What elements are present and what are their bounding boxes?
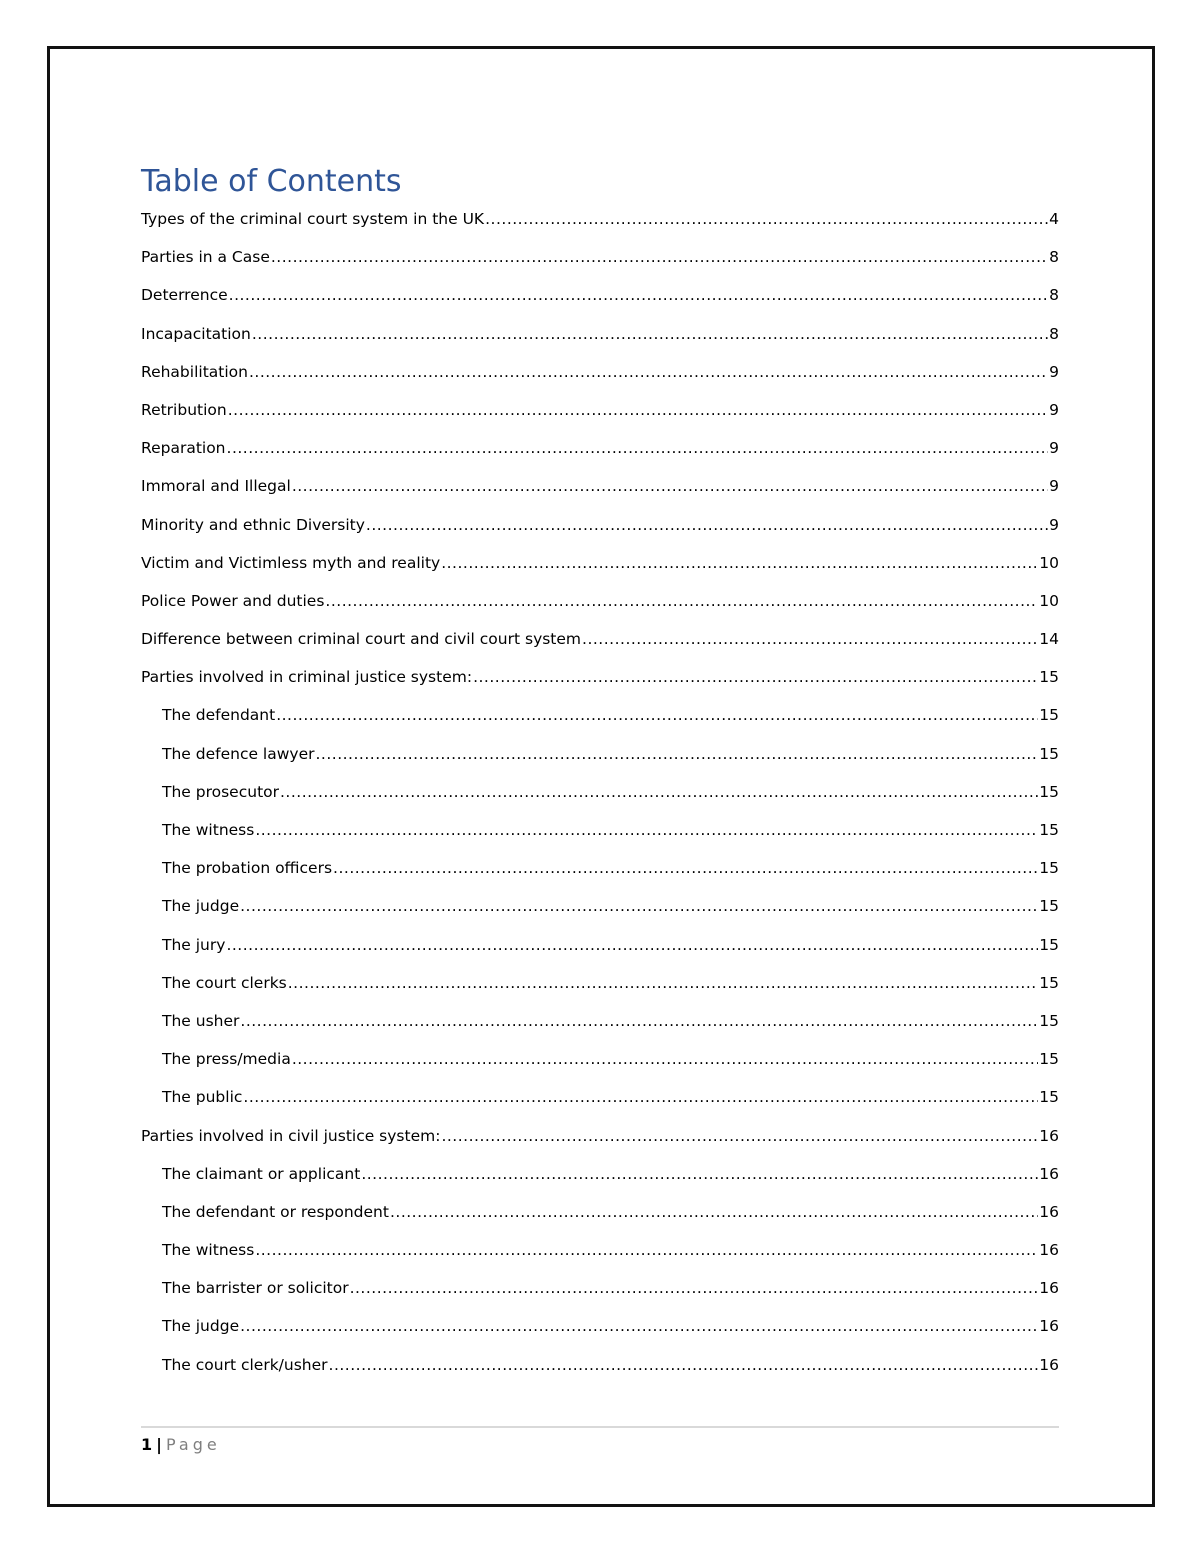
toc-dot-leader — [441, 1117, 1038, 1155]
toc-entry[interactable] — [141, 926, 1059, 964]
toc-dot-leader — [329, 1346, 1039, 1384]
toc-entry[interactable] — [141, 315, 1059, 353]
toc-entry-text: The defendant or respondent — [162, 1202, 389, 1221]
toc-dot-leader — [361, 1155, 1038, 1193]
toc-dot-leader — [441, 544, 1038, 582]
toc-entry-page-number: 15 — [1039, 782, 1059, 801]
toc-dot-leader — [255, 811, 1038, 849]
toc-entry-page-number: 15 — [1039, 897, 1059, 916]
toc-entry[interactable] — [141, 1307, 1059, 1345]
toc-entry-text: Immoral and Illegal — [141, 477, 291, 496]
toc-entry[interactable] — [141, 811, 1059, 849]
toc-entry-page-number: 14 — [1039, 630, 1059, 649]
toc-entry-text: The jury — [162, 935, 226, 954]
toc-dot-leader — [292, 1040, 1038, 1078]
toc-dot-leader — [333, 849, 1038, 887]
toc-entry-text: Police Power and duties — [141, 591, 325, 610]
toc-entry[interactable] — [141, 238, 1059, 276]
toc-entry-page-number: 8 — [1049, 286, 1059, 305]
toc-entry[interactable] — [141, 353, 1059, 391]
toc-entry-text: Parties involved in criminal justice system: — [141, 668, 473, 687]
toc-entry-text: The usher — [162, 1011, 240, 1030]
toc-entry[interactable] — [141, 849, 1059, 887]
toc-entry-page-number: 4 — [1049, 210, 1059, 228]
toc-dot-leader — [228, 391, 1048, 429]
toc-dot-leader — [366, 506, 1048, 544]
toc-entry[interactable] — [141, 964, 1059, 1002]
toc-entry[interactable] — [141, 582, 1059, 620]
toc-entry-text: Parties involved in civil justice system: — [141, 1126, 441, 1145]
toc-entry-text: The probation officers — [162, 859, 333, 878]
toc-entry-page-number: 16 — [1039, 1317, 1059, 1336]
toc-entry-text: The defence lawyer — [162, 744, 315, 763]
footer-separator: | — [156, 1435, 162, 1454]
toc-entry-page-number: 16 — [1039, 1202, 1059, 1221]
toc-entry-page-number: 15 — [1039, 744, 1059, 763]
toc-entry[interactable] — [141, 1117, 1059, 1155]
footer-page-number: 1 — [141, 1435, 153, 1454]
toc-entry-page-number: 15 — [1039, 1088, 1059, 1107]
toc-entry-page-number: 15 — [1039, 859, 1059, 878]
toc-entry-page-number: 16 — [1039, 1355, 1059, 1374]
toc-entry-text: The prosecutor — [162, 782, 279, 801]
toc-entry-page-number: 10 — [1039, 553, 1059, 572]
toc-entry-text: The court clerk/usher — [162, 1355, 328, 1374]
toc-entry[interactable] — [141, 1193, 1059, 1231]
toc-dot-leader — [485, 200, 1048, 238]
toc-dot-leader — [249, 353, 1048, 391]
toc-entry-text: Deterrence — [141, 286, 228, 305]
toc-dot-leader — [240, 1307, 1038, 1345]
toc-entry[interactable] — [141, 773, 1059, 811]
toc-entry-page-number: 15 — [1039, 1011, 1059, 1030]
toc-entry-text: Retribution — [141, 400, 227, 419]
toc-entry-text: The court clerks — [162, 973, 287, 992]
toc-entry-page-number: 9 — [1049, 362, 1059, 381]
toc-entry[interactable] — [141, 1155, 1059, 1193]
toc-entry-page-number: 15 — [1039, 821, 1059, 839]
toc-dot-leader — [350, 1269, 1039, 1307]
toc-entry-text: Reparation — [141, 439, 226, 458]
toc-entry-page-number: 16 — [1039, 1164, 1059, 1183]
toc-entry-text: The witness — [162, 821, 255, 839]
toc-list — [141, 200, 1059, 1384]
toc-entry[interactable] — [141, 429, 1059, 467]
toc-entry[interactable] — [141, 735, 1059, 773]
toc-dot-leader — [316, 735, 1039, 773]
toc-entry[interactable] — [141, 1269, 1059, 1307]
toc-entry[interactable] — [141, 391, 1059, 429]
toc-entry[interactable] — [141, 276, 1059, 314]
toc-entry-text: The press/media — [162, 1050, 291, 1069]
toc-dot-leader — [229, 276, 1048, 314]
toc-dot-leader — [271, 238, 1048, 276]
toc-entry-page-number: 9 — [1049, 515, 1059, 534]
toc-entry-page-number: 10 — [1039, 591, 1059, 610]
toc-entry-text: Parties in a Case — [141, 248, 270, 267]
toc-entry-page-number: 15 — [1039, 935, 1059, 954]
toc-entry-text: The barrister or solicitor — [162, 1279, 349, 1298]
toc-entry[interactable] — [141, 658, 1059, 696]
toc-entry[interactable] — [141, 1040, 1059, 1078]
toc-dot-leader — [243, 1078, 1038, 1116]
toc-entry-page-number: 15 — [1039, 706, 1059, 725]
toc-entry-text: The judge — [162, 897, 240, 916]
toc-dot-leader — [288, 964, 1039, 1002]
toc-dot-leader — [582, 620, 1038, 658]
toc-entry-text: The public — [162, 1088, 243, 1107]
toc-dot-leader — [276, 696, 1038, 734]
toc-entry-page-number: 16 — [1039, 1279, 1059, 1298]
toc-title: Table of Contents — [141, 164, 402, 199]
toc-entry-text: Minority and ethnic Diversity — [141, 515, 365, 534]
toc-dot-leader — [390, 1193, 1038, 1231]
footer-page-label: Page — [165, 1435, 221, 1454]
toc-dot-leader — [473, 658, 1038, 696]
toc-dot-leader — [252, 315, 1048, 353]
toc-entry-page-number: 15 — [1039, 668, 1059, 687]
toc-entry-page-number: 15 — [1039, 973, 1059, 992]
toc-entry-text: Types of the criminal court system in the UK — [141, 210, 485, 228]
toc-dot-leader — [227, 429, 1049, 467]
toc-entry-text: Rehabilitation — [141, 362, 248, 381]
toc-entry[interactable] — [141, 200, 1059, 238]
toc-entry-page-number: 16 — [1039, 1241, 1059, 1260]
toc-dot-leader — [240, 887, 1038, 925]
toc-entry-text: Difference between criminal court and civil court system — [141, 630, 582, 649]
toc-entry-page-number: 9 — [1049, 439, 1059, 458]
toc-entry-text: Incapacitation — [141, 324, 251, 343]
toc-entry[interactable] — [141, 544, 1059, 582]
toc-entry[interactable] — [141, 467, 1059, 505]
toc-entry[interactable] — [141, 696, 1059, 734]
toc-entry[interactable] — [141, 1231, 1059, 1269]
toc-entry-page-number: 8 — [1049, 324, 1059, 343]
toc-entry-page-number: 15 — [1039, 1050, 1059, 1069]
toc-dot-leader — [240, 1002, 1038, 1040]
page-footer — [141, 1432, 221, 1458]
footer-divider — [141, 1426, 1059, 1428]
toc-entry-text: The witness — [162, 1241, 255, 1260]
toc-dot-leader — [292, 467, 1048, 505]
toc-entry[interactable] — [141, 1346, 1059, 1384]
toc-entry[interactable] — [141, 887, 1059, 925]
toc-dot-leader — [280, 773, 1038, 811]
toc-dot-leader — [325, 582, 1038, 620]
toc-entry-page-number: 9 — [1049, 400, 1059, 419]
toc-entry[interactable] — [141, 620, 1059, 658]
toc-dot-leader — [255, 1231, 1038, 1269]
toc-entry-page-number: 8 — [1049, 248, 1059, 267]
toc-entry[interactable] — [141, 1002, 1059, 1040]
toc-entry-page-number: 9 — [1049, 477, 1059, 496]
toc-entry-text: Victim and Victimless myth and reality — [141, 553, 441, 572]
toc-entry-text: The claimant or applicant — [162, 1164, 361, 1183]
toc-dot-leader — [226, 926, 1038, 964]
toc-entry-text: The defendant — [162, 706, 276, 725]
toc-entry-text: The judge — [162, 1317, 240, 1336]
toc-entry[interactable] — [141, 1078, 1059, 1116]
toc-entry[interactable] — [141, 506, 1059, 544]
toc-entry-page-number: 16 — [1039, 1126, 1059, 1145]
